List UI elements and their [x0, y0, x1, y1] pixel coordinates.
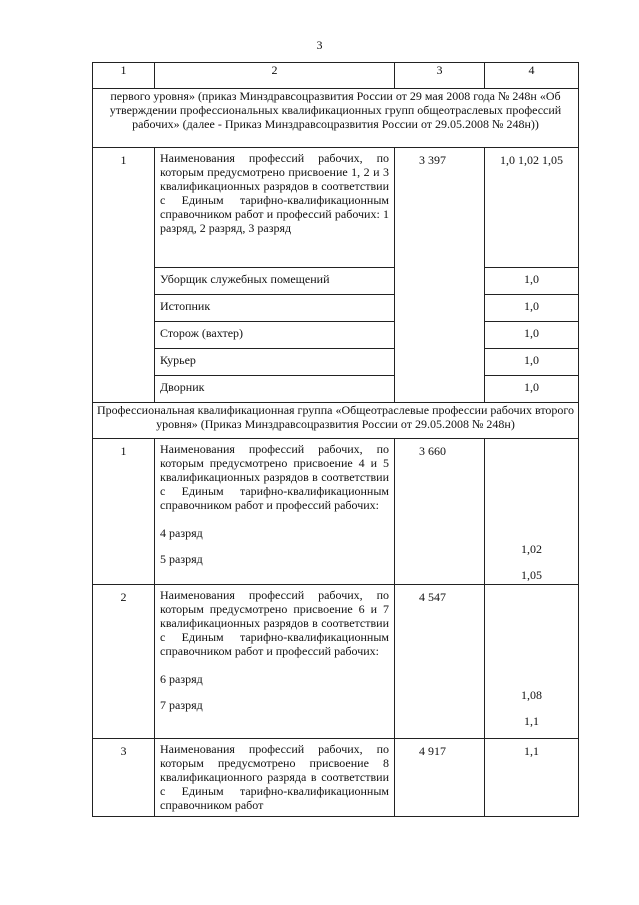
- profession-coefficient: 1,0: [485, 268, 579, 295]
- rank-label: 4 разряд: [160, 526, 203, 540]
- row-coefficient: 1,1: [485, 739, 579, 817]
- row-salary: 4 917: [395, 739, 485, 817]
- salary-table: [92, 62, 579, 817]
- group-heading-row: [93, 403, 579, 439]
- row-salary: 3 397: [395, 148, 485, 403]
- rank-coefficient: 1,1: [524, 714, 539, 728]
- profession-name: Сторож (вахтер): [155, 322, 395, 349]
- rank-coefficient: 1,08: [521, 688, 542, 702]
- profession-name: Курьер: [155, 349, 395, 376]
- profession-coefficient: 1,0: [485, 295, 579, 322]
- profession-coefficient: 1,0: [485, 322, 579, 349]
- list-item: [93, 349, 579, 376]
- row-description: [155, 585, 395, 739]
- profession-coefficient: 1,0: [485, 349, 579, 376]
- profession-name: Дворник: [155, 376, 395, 403]
- rank-label: 5 разряд: [160, 552, 203, 566]
- table-row: [93, 148, 579, 268]
- group-heading-row: [93, 89, 579, 148]
- header-row: [93, 63, 579, 89]
- row-salary: 4 547: [395, 585, 485, 739]
- row-description: Наименования профессий рабочих, по которым предусмотрено присвоение 8 квалификационного разряда в соответствии с Единым тарифно-квалификационным справочником работ: [155, 739, 395, 817]
- rank-label: 6 разряд: [160, 672, 203, 686]
- row-salary: 3 660: [395, 439, 485, 585]
- row-coefficients: [485, 585, 579, 739]
- row-coefficient: 1,0 1,02 1,05: [485, 148, 579, 268]
- header-col-2: 2: [155, 63, 395, 89]
- table-row: [93, 439, 579, 585]
- header-col-1: 1: [93, 63, 155, 89]
- list-item: [93, 322, 579, 349]
- row-description: [155, 439, 395, 585]
- row-number: 1: [93, 439, 155, 585]
- list-item: [93, 376, 579, 403]
- row-coefficients: [485, 439, 579, 585]
- row-number: 3: [93, 739, 155, 817]
- group-heading-1: первого уровня» (приказ Минздравсоцразвития России от 29 мая 2008 года № 248н «Об утверждении профессиональных квалификационных групп общеотраслевых профессий рабочих» (далее - Приказ Минздравсоцразвития России от 29.05.2008 № 248н)): [93, 89, 579, 148]
- list-item: [93, 268, 579, 295]
- table-row: [93, 585, 579, 739]
- row-description: Наименования профессий рабочих, по которым предусмотрено присвоение 1, 2 и 3 квалификационных разрядов в соответствии с Единым тарифно-квалификационным справочником работ и профессий рабочих: 1 разряд, 2 разряд, 3 разряд: [155, 148, 395, 268]
- profession-name: Уборщик служебных помещений: [155, 268, 395, 295]
- list-item: [93, 295, 579, 322]
- row-number: 1: [93, 148, 155, 403]
- profession-name: Истопник: [155, 295, 395, 322]
- rank-label: 7 разряд: [160, 698, 203, 712]
- header-col-3: 3: [395, 63, 485, 89]
- rank-coefficient: 1,05: [521, 568, 542, 582]
- rank-coefficient: 1,02: [521, 542, 542, 556]
- row-description-text: Наименования профессий рабочих, по которым предусмотрено присвоение 4 и 5 квалификационных разрядов в соответствии с Единым тарифно-квалификационным справочником работ и профессий рабочих:: [160, 442, 389, 512]
- header-col-4: 4: [485, 63, 579, 89]
- group-heading-2: Профессиональная квалификационная группа «Общеотраслевые профессии рабочих второго уровня» (Приказ Минздравсоцразвития России от 29.05.2008 № 248н): [93, 403, 579, 439]
- row-description-text: Наименования профессий рабочих, по которым предусмотрено присвоение 6 и 7 квалификационных разрядов в соответствии с Единым тарифно-квалификационным справочником работ и профессий рабочих:: [160, 588, 389, 658]
- profession-coefficient: 1,0: [485, 376, 579, 403]
- page-number: 3: [316, 38, 323, 52]
- row-number: 2: [93, 585, 155, 739]
- table-row: [93, 739, 579, 817]
